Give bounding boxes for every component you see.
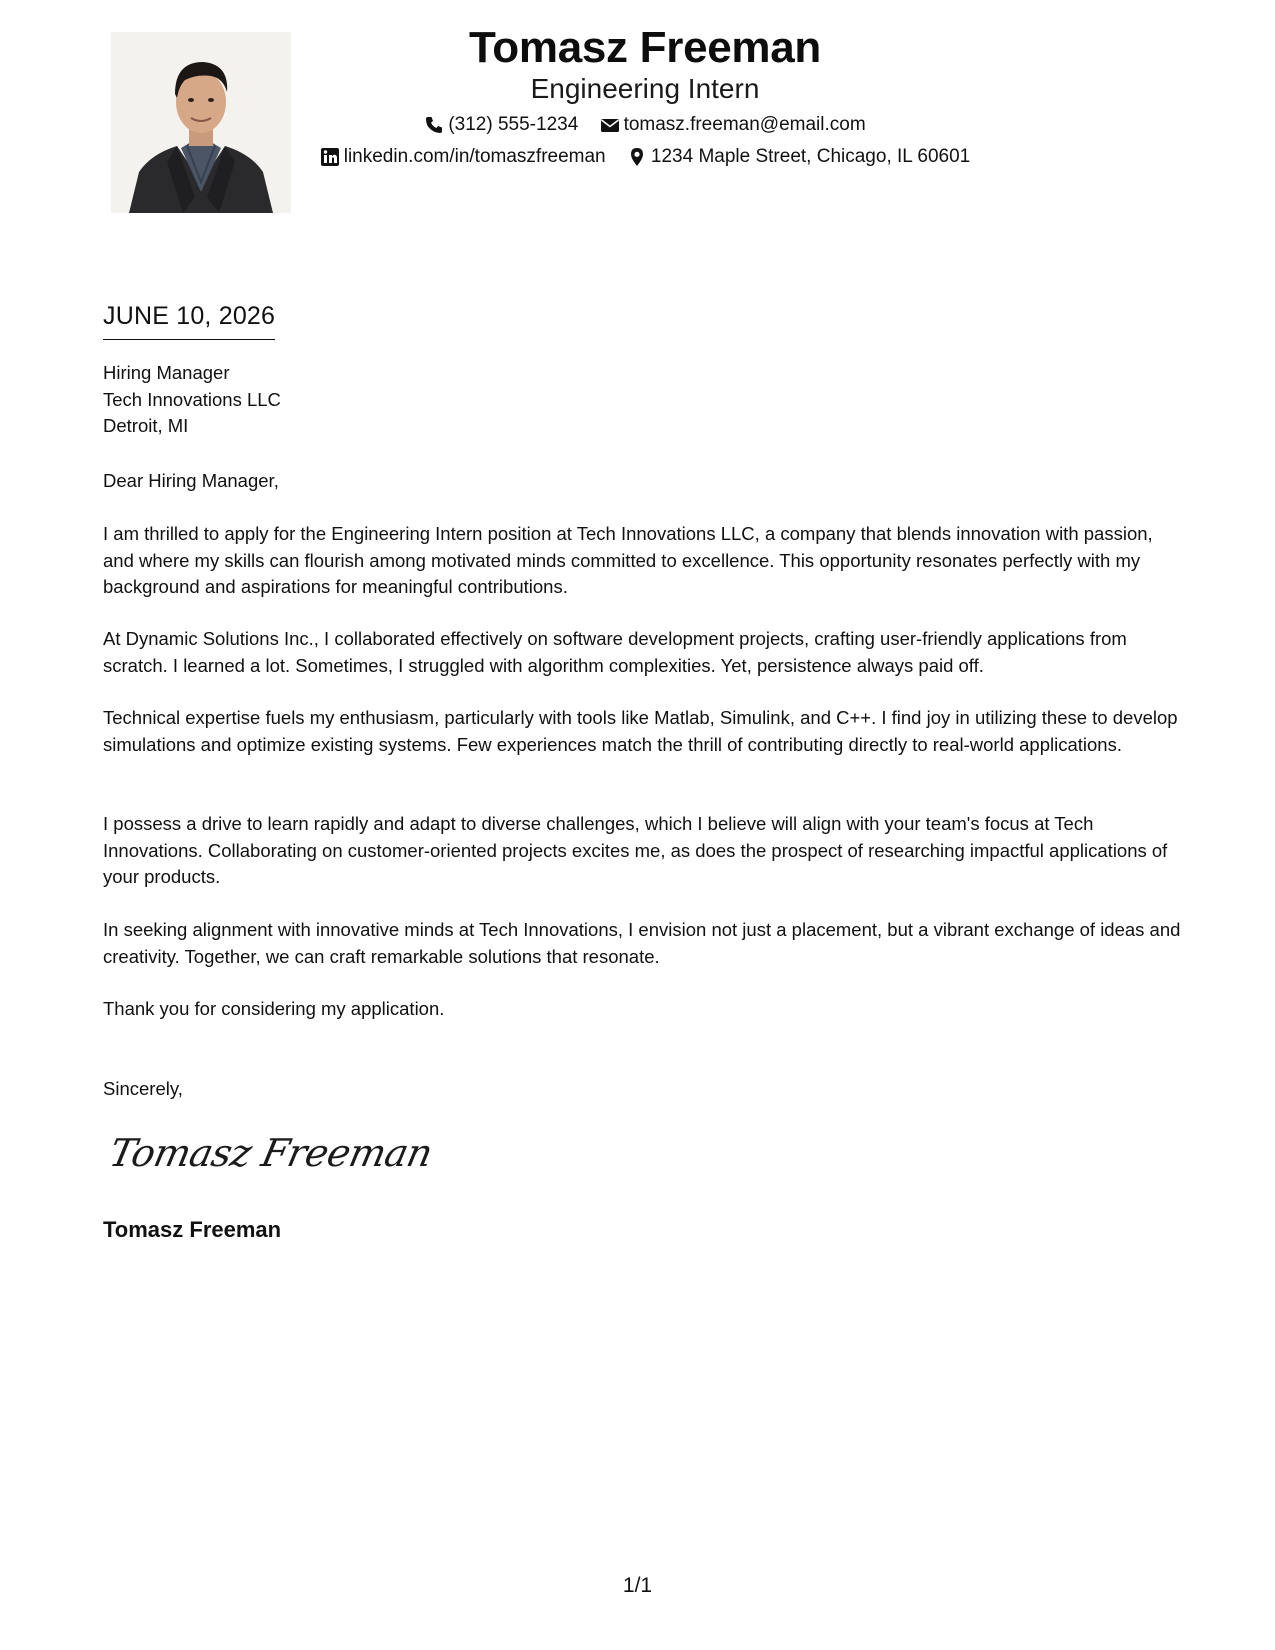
thank-you-line: Thank you for considering my application. [103, 998, 445, 1019]
body-paragraph: At Dynamic Solutions Inc., I collaborated effectively on software development projects, crafting user-friendly applications from scratch. I learned a lot. Sometimes, I struggled with algorithm complexities. Yet, persistence always paid off. [103, 628, 1127, 676]
contact-row-secondary [0, 145, 1275, 174]
email-text: tomasz.freeman@email.com [623, 114, 866, 135]
recipient-company: Tech Innovations LLC [103, 388, 281, 410]
body-paragraph: I possess a drive to learn rapidly and adapt to diverse challenges, which I believe will align with your team's focus at Tech Innovations. Collaborating on customer-oriented projects excites me, as does the prospect of researching impactful applications of your products. [103, 813, 1168, 887]
applicant-title: Engineering Intern [530, 73, 760, 104]
recipient-name: Hiring Manager [103, 362, 230, 383]
page-number: 1/1 [622, 1574, 653, 1597]
address-contact[interactable] [627, 145, 970, 169]
body-paragraph: Technical expertise fuels my enthusiasm, particularly with tools like Matlab, Simulink, and C++. I find joy in utilizing these to develop simulations and optimize existing systems. Few experiences match the thrill of contributing directly to real-world applications. [103, 707, 1178, 755]
contact-row-primary [0, 113, 1275, 142]
map-marker-icon [627, 147, 647, 167]
envelope-icon [600, 115, 620, 135]
letter-date: JUNE 10, 2026 [103, 300, 275, 340]
handwritten-signature: Tomasz Freeman [105, 1131, 437, 1175]
phone-icon [424, 115, 444, 135]
phone-contact[interactable] [424, 113, 578, 137]
signer-name: Tomasz Freeman [103, 1217, 282, 1242]
phone-text: (312) 555-1234 [448, 114, 579, 135]
address-text: 1234 Maple Street, Chicago, IL 60601 [650, 146, 971, 167]
linkedin-icon [320, 147, 340, 167]
recipient-block [103, 360, 281, 440]
linkedin-contact[interactable] [320, 145, 606, 169]
closing-line: Sincerely, [103, 1078, 183, 1099]
email-contact[interactable] [600, 113, 866, 137]
body-paragraph: In seeking alignment with innovative minds at Tech Innovations, I envision not just a placement, but a vibrant exchange of ideas and creativity. Together, we can craft remarkable solutions that resonate. [103, 919, 1181, 967]
salutation: Dear Hiring Manager, [103, 470, 279, 491]
body-paragraph: I am thrilled to apply for the Engineering Intern position at Tech Innovations LLC, a company that blends innovation with passion, and where my skills can flourish among motivated minds committed to excellence. This opportunity resonates perfectly with my background and aspirations for meaningful contributions. [103, 523, 1153, 597]
linkedin-text: linkedin.com/in/tomaszfreeman [343, 146, 606, 167]
applicant-name: Tomasz Freeman [469, 23, 821, 72]
recipient-location: Detroit, MI [103, 415, 189, 436]
